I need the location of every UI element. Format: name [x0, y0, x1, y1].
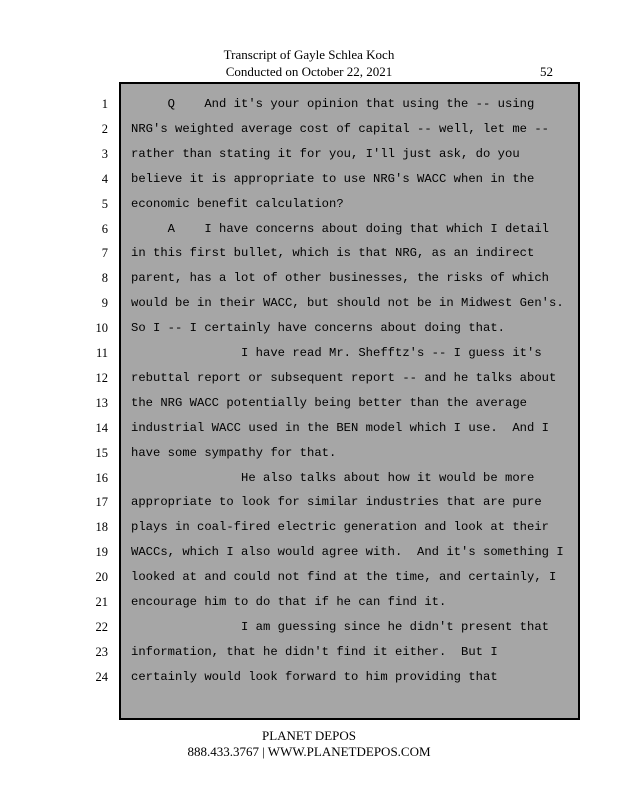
transcript-line: information, that he didn't find it either. But I [131, 644, 498, 659]
line-number: 13 [95, 395, 108, 410]
page-number: 52 [540, 64, 553, 79]
footer [0, 728, 618, 760]
transcript-line: I have read Mr. Shefftz's -- I guess it's [131, 346, 542, 360]
transcript-line: would be in their WACC, but should not be in Midwest Gen's. [131, 296, 564, 311]
line-number: 11 [95, 346, 108, 360]
transcript-line: appropriate to look for similar industries that are pure [131, 495, 542, 510]
transcript-line: NRG's weighted average cost of capital -- well, let me -- [131, 121, 550, 136]
line-number: 22 [95, 619, 108, 634]
transcript-header [0, 46, 618, 80]
transcript-line: industrial WACC used in the BEN model which I use. And I [131, 420, 550, 435]
line-number: 15 [95, 445, 108, 460]
transcript-line: believe it is appropriate to use NRG's WACC when in the [131, 171, 535, 186]
line-number: 23 [95, 644, 108, 659]
line-number: 12 [95, 370, 108, 385]
transcript-line: So I -- I certainly have concerns about doing that. [131, 321, 506, 336]
line-number: 16 [95, 470, 108, 485]
transcript-line: rather than stating it for you, I'll just ask, do you [131, 146, 520, 161]
transcript-line: plays in coal-fired electric generation and look at their [131, 520, 550, 535]
transcript-title: Transcript of Gayle Schlea Koch [223, 47, 395, 62]
transcript-line: rebuttal report or subsequent report -- and he talks about [131, 370, 557, 385]
line-number: 24 [95, 669, 108, 684]
footer-contact: 888.433.3767 | WWW.PLANETDEPOS.COM [187, 744, 431, 759]
transcript-line: in this first bullet, which is that NRG, as an indirect [131, 246, 535, 261]
transcript-line: have some sympathy for that. [131, 445, 337, 460]
transcript-line: certainly would look forward to him providing that [131, 669, 498, 684]
transcript-line: economic benefit calculation? [131, 196, 344, 211]
transcript-line: Q And it's your opinion that using the -- using [131, 97, 535, 111]
line-number: 8 [101, 271, 108, 286]
transcript-line: parent, has a lot of other businesses, the risks of which [131, 271, 550, 286]
line-number: 10 [95, 321, 108, 336]
line-number: 7 [101, 246, 108, 261]
transcript-line: I am guessing since he didn't present that [131, 619, 550, 634]
line-number: 17 [95, 495, 108, 510]
line-number: 1 [101, 97, 108, 111]
line-number: 18 [95, 520, 108, 535]
line-number: 14 [95, 420, 108, 435]
transcript-line: the NRG WACC potentially being better than the average [131, 395, 528, 410]
line-number: 6 [101, 221, 108, 236]
transcript-line: He also talks about how it would be more [131, 470, 535, 485]
line-number: 2 [101, 121, 108, 136]
transcript-line: WACCs, which I also would agree with. And it's something I [131, 545, 564, 560]
line-number: 21 [95, 595, 108, 609]
transcript-date: Conducted on October 22, 2021 [225, 64, 393, 79]
transcript-line: A I have concerns about doing that which I detail [131, 221, 550, 236]
transcript-line: looked at and could not find at the time, and certainly, I [131, 570, 557, 585]
line-number: 9 [101, 296, 108, 311]
line-number: 20 [95, 570, 108, 585]
line-number: 3 [101, 146, 108, 161]
line-number: 19 [95, 545, 108, 560]
transcript-line: encourage him to do that if he can find it. [131, 595, 447, 609]
footer-company: PLANET DEPOS [261, 728, 357, 743]
line-number: 5 [101, 196, 108, 211]
line-number: 4 [101, 171, 108, 186]
